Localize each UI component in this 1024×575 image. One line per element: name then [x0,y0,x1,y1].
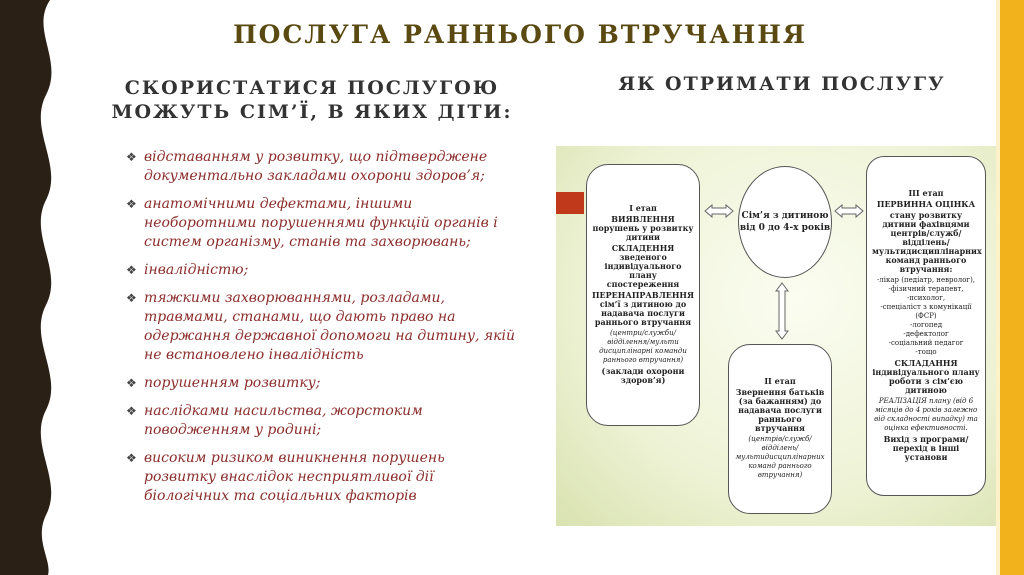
stage1-line1: ВИЯВЛЕННЯ порушень у розвитку дитини [592,213,694,242]
stage3-line5: Вихід з програми/перехід в інші установи [883,433,969,462]
stage3-line2: стану розвитку дитини фахівцями центрів/служб/відділень/ мультидисциплінарних команд раннього втручання: [872,209,982,274]
specialist-item: -тощо [915,347,937,356]
eligibility-list [120,148,520,515]
specialist-item: -дефектолог [903,329,949,338]
diagram-red-tab [556,192,584,214]
stage3-line1: ПЕРВИННА ОЦІНКА [876,198,976,209]
family-circle [738,166,832,278]
process-diagram [556,146,996,526]
page-title: ПОСЛУГА РАННЬОГО ВТРУЧАННЯ [233,20,807,49]
specialist-item: -психолог, [906,293,946,302]
double-arrow-left-icon [704,204,734,218]
stage3-line3: СКЛАДАННЯ індивідуального плану роботи з сім’єю дитиною [872,357,980,395]
diamond-bullet-icon: ❖ [126,150,137,164]
stage1-line2: СКЛАДЕННЯ зведеного індивідуального плану спостереження [604,242,682,289]
specialist-item: -фізичний терапевт, [888,284,964,293]
diamond-bullet-icon: ❖ [126,291,137,305]
decorative-orange-band [1000,0,1024,575]
stage1-title: І етап [629,202,657,213]
stage1-line4: (центри/служби/відділення/мульти дисциплінарні команди раннього втручання) [599,328,687,364]
eligibility-heading [92,76,532,124]
stage2-line1: Звернення батьків (за бажанням) до надавача послуги раннього втручання [735,386,825,433]
specialist-item: -соціальний педагог [888,338,964,347]
stage2-box [728,344,832,514]
diamond-bullet-icon: ❖ [126,197,137,211]
list-item: ❖ відставанням у розвитку, що підтверджене документально закладами охорони здоров’я; [126,149,488,184]
diamond-bullet-icon: ❖ [126,451,137,465]
diamond-bullet-icon: ❖ [126,263,137,277]
how-to-get-heading: ЯК ОТРИМАТИ ПОСЛУГУ [618,73,946,95]
double-arrow-right-icon [834,204,864,218]
decorative-wavy-border [0,0,72,575]
stage1-line5: (заклади охорони здоров’я) [601,365,685,385]
stage1-box [586,164,700,426]
list-item: ❖ наслідками насильства, жорстоким поводженням у родині; [126,403,423,438]
eligibility-heading-line1: СКОРИСТАТИСЯ ПОСЛУГОЮ [124,77,500,99]
specialist-item: -спеціаліст з комунікації (ФСР) [880,302,972,320]
specialist-item: -лікар (педіатр, невролог), [876,275,976,284]
diamond-bullet-icon: ❖ [126,376,137,390]
eligibility-heading-line2: МОЖУТЬ СІМ’Ї, В ЯКИХ ДІТИ: [111,101,513,123]
list-item: ❖ високим ризиком виникнення порушень розвитку внаслідок несприятливої дії біологічних та соціальних факторів [126,450,445,504]
family-circle-label: Сім’я з дитиною від 0 до 4-х років [739,211,831,233]
list-item: ❖ анатомічними дефектами, іншими необоротними порушеннями функцій органів і систем організму, станів та захворювань; [126,196,498,250]
stage1-line3: ПЕРЕНАПРАВЛЕННЯ сім’ї з дитиною до надавача послуги раннього втручання [592,289,695,327]
stage3-box [866,156,986,496]
stage3-title: ІІІ етап [908,187,944,198]
double-arrow-vertical-icon [775,282,789,340]
diamond-bullet-icon: ❖ [126,404,137,418]
list-item: ❖ інвалідністю; [126,262,249,278]
specialist-item: -логопед [909,320,943,329]
stage2-title: ІІ етап [764,375,796,386]
stage3-line4: РЕАЛІЗАЦІЯ плану (від 6 місяців до 4 років залежно від складності випадку) та оцінка ефективності. [874,396,978,432]
list-item: ❖ порушенням розвитку; [126,375,321,391]
stage2-line2: (центрів/служб/ відділень/мультидисциплінарних команд раннього втручання) [735,434,825,479]
list-item: ❖ тяжкими захворюваннями, розладами, травмами, станами, що дають право на одержання державної допомоги на дитину, якій не встановлено інвалідність [126,290,515,363]
